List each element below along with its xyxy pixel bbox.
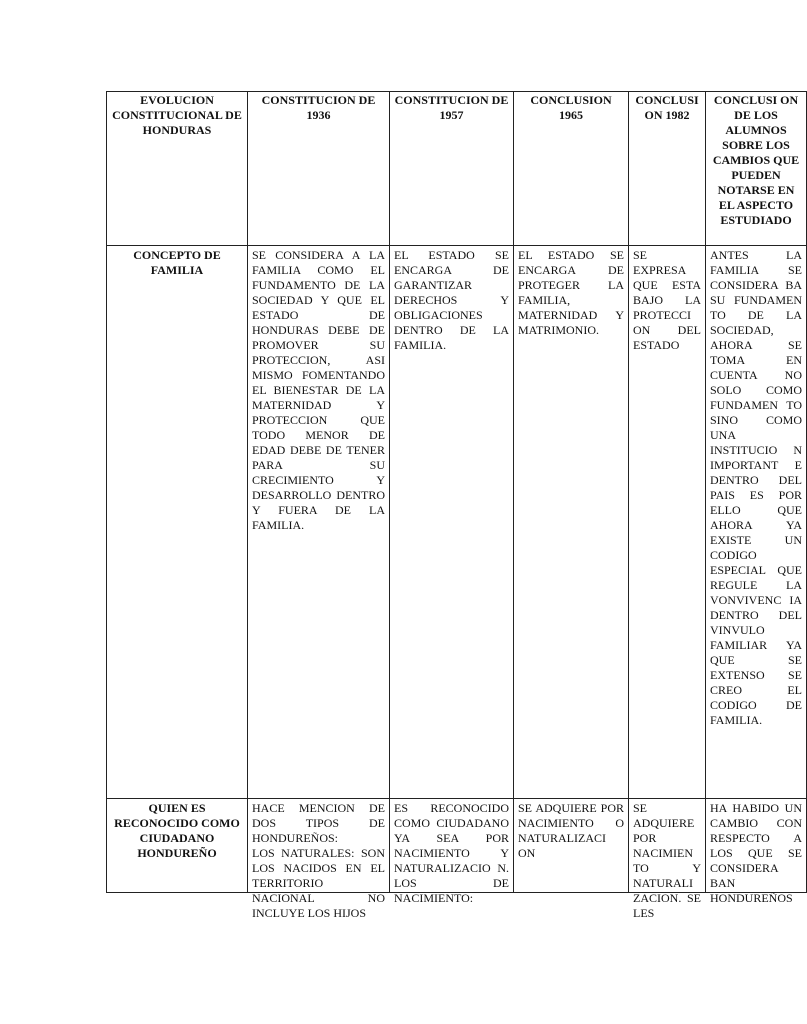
table-cell: SE ADQUIERE POR NACIMIEN TO Y NATURALI ZACION. SE LES bbox=[629, 799, 706, 893]
table-cell: HACE MENCION DE DOS TIPOS DE HONDUREÑOS: LOS NATURALES: SON LOS NACIDOS EN EL TERRITORIO NACIONAL NO INCLUYE LOS HIJOS bbox=[248, 799, 390, 893]
table-cell: EL ESTADO SE ENCARGA DE PROTEGER LA FAMILIA, MATERNIDAD Y MATRIMONIO. bbox=[514, 246, 629, 799]
header-cell: CONSTITUCION DE 1936 bbox=[248, 92, 390, 246]
table-row bbox=[107, 799, 807, 893]
header-cell: CONCLUSION 1965 bbox=[514, 92, 629, 246]
table-cell: SE ADQUIERE POR NACIMIENTO O NATURALIZACI ON bbox=[514, 799, 629, 893]
table-header-row bbox=[107, 92, 807, 246]
table-cell: SE EXPRESA QUE ESTA BAJO LA PROTECCI ON DEL ESTADO bbox=[629, 246, 706, 799]
table-cell: ANTES LA FAMILIA SE CONSIDERA BA SU FUNDAMEN TO DE LA SOCIEDAD, AHORA SE TOMA EN CUENTA NO SOLO COMO FUNDAMEN TO SINO COMO UNA INSTITUCIO N IMPORTANT E DENTRO DEL PAIS ES POR ELLO QUE AHORA YA EXISTE UN CODIGO ESPECIAL QUE REGULE LA VONVIVENC IA DENTRO DEL VINVULO FAMILIAR YA QUE SE EXTENSO SE CREO EL CODIGO DE FAMILIA. bbox=[706, 246, 807, 799]
header-cell: CONCLUSI ON DE LOS ALUMNOS SOBRE LOS CAMBIOS QUE PUEDEN NOTARSE EN EL ASPECTO ESTUDIADO bbox=[706, 92, 807, 246]
row-label: CONCEPTO DE FAMILIA bbox=[107, 246, 248, 799]
row-label: QUIEN ES RECONOCIDO COMO CIUDADANO HONDUREÑO bbox=[107, 799, 248, 893]
table-cell: HA HABIDO UN CAMBIO CON RESPECTO A LOS QUE SE CONSIDERA BAN HONDUREÑOS bbox=[706, 799, 807, 893]
header-cell: CONCLUSI ON 1982 bbox=[629, 92, 706, 246]
constitutional-evolution-table bbox=[106, 91, 807, 920]
table-row bbox=[107, 246, 807, 799]
table-cell: SE CONSIDERA A LA FAMILIA COMO EL FUNDAMENTO DE LA SOCIEDAD Y QUE EL ESTADO DE HONDURAS DEBE DE PROMOVER SU PROTECCION, ASI MISMO FOMENTANDO EL BIENESTAR DE LA MATERNIDAD Y PROTECCION QUE TODO MENOR DE EDAD DEBE DE TENER PARA SU CRECIMIENTO Y DESARROLLO DENTRO Y FUERA DE LA FAMILIA. bbox=[248, 246, 390, 799]
table-cell: ES RECONOCIDO COMO CIUDADANO YA SEA POR NACIMIENTO Y NATURALIZACIO N. LOS DE NACIMIENTO: bbox=[390, 799, 514, 893]
table-cell: EL ESTADO SE ENCARGA DE GARANTIZAR DERECHOS Y OBLIGACIONES DENTRO DE LA FAMILIA. bbox=[390, 246, 514, 799]
header-cell: EVOLUCION CONSTITUCIONAL DE HONDURAS bbox=[107, 92, 248, 246]
header-cell: CONSTITUCION DE 1957 bbox=[390, 92, 514, 246]
